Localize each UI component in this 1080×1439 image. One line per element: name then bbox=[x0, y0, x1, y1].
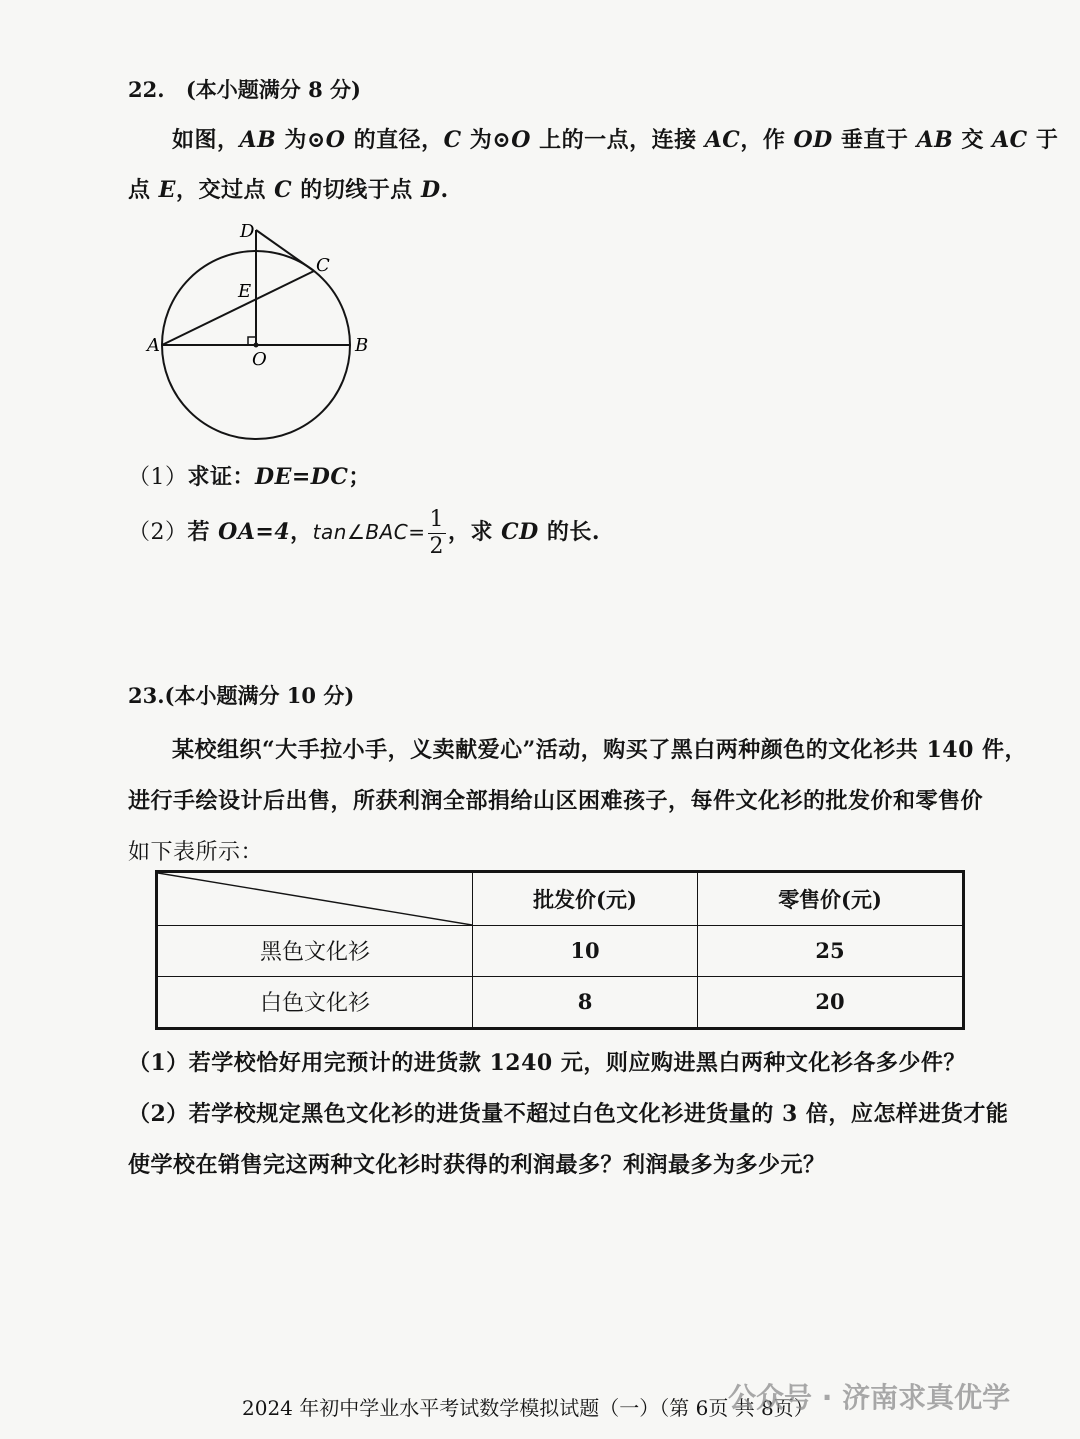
row-label-black: 黑色文化衫 bbox=[157, 926, 473, 977]
math-d: D bbox=[420, 177, 441, 203]
math-c: C bbox=[443, 127, 462, 153]
cell-black-retail: 25 bbox=[698, 926, 964, 977]
text: . bbox=[440, 177, 449, 203]
text: 为⊙ bbox=[276, 127, 326, 153]
text: ，求 bbox=[448, 519, 502, 545]
cell-white-retail: 20 bbox=[698, 976, 964, 1028]
table-corner-cell bbox=[157, 872, 473, 926]
cell-black-wholesale: 10 bbox=[473, 926, 698, 977]
watermark: 公众号 · 济南求真优学 bbox=[728, 1381, 1011, 1414]
q22-number: 22. bbox=[128, 77, 165, 102]
circle-geometry-figure bbox=[130, 215, 390, 465]
cell-white-wholesale: 8 bbox=[473, 976, 698, 1028]
table-row bbox=[157, 976, 964, 1028]
header-wholesale: 批发价(元) bbox=[473, 872, 698, 926]
text: ，作 bbox=[740, 127, 794, 153]
q22-statement-line2 bbox=[128, 173, 449, 204]
text: ； bbox=[348, 464, 371, 490]
table-row bbox=[157, 926, 964, 977]
text: ， bbox=[290, 519, 313, 545]
diagonal-line bbox=[158, 873, 472, 925]
label-c: C bbox=[316, 255, 330, 276]
q23-paragraph-line2: 进行手绘设计后出售，所获利润全部捐给山区困难孩子，每件文化衫的批发价和零售价 bbox=[128, 788, 984, 814]
q23-header bbox=[128, 680, 354, 710]
math-o: O bbox=[325, 127, 346, 153]
label-b: B bbox=[355, 335, 369, 356]
q23-part2-line1: （2）若学校规定黑色文化衫的进货量不超过白色文化衫进货量的 3 倍，应怎样进货才能 bbox=[128, 1101, 1009, 1127]
math-od: OD bbox=[793, 127, 833, 153]
price-table bbox=[155, 870, 965, 1030]
q22-header bbox=[128, 74, 361, 104]
label-a: A bbox=[147, 335, 160, 356]
text: 垂直于 bbox=[832, 127, 917, 153]
text: 为⊙ bbox=[461, 127, 512, 153]
q23-number: 23. bbox=[128, 683, 165, 708]
text: 的直径， bbox=[345, 127, 444, 153]
q23-paragraph-line3: 如下表所示： bbox=[128, 840, 264, 865]
text: 的切线于点 bbox=[292, 177, 421, 203]
q23-part2-line2: 使学校在销售完这两种文化衫时获得的利润最多？利润最多为多少元？ bbox=[128, 1152, 826, 1178]
q22-part2 bbox=[128, 502, 600, 563]
math-tan-bac: tan∠BAC= bbox=[312, 520, 426, 544]
q22-score-note: (本小题满分 8 分) bbox=[185, 77, 361, 102]
math-c: C bbox=[274, 177, 293, 203]
q22-statement-line1 bbox=[172, 123, 1058, 154]
math-e: E bbox=[158, 177, 176, 203]
text: 上的一点，连接 bbox=[530, 127, 705, 153]
part-number: （1） bbox=[128, 465, 188, 490]
math-ac: AC bbox=[992, 127, 1028, 153]
table-header-row bbox=[157, 872, 964, 926]
q23-part1: （1）若学校恰好用完预计的进货款 1240 元，则应购进黑白两种文化衫各多少件？ bbox=[128, 1050, 966, 1076]
math-ac: AC bbox=[704, 127, 741, 153]
page-footer: 2024 年初中学业水平考试数学模拟试题（一）（第 6页 共 8页） bbox=[242, 1396, 814, 1420]
label-d: D bbox=[240, 221, 255, 242]
math-o: O bbox=[511, 127, 531, 153]
math-ab: AB bbox=[916, 127, 954, 153]
math-oa: OA=4 bbox=[218, 519, 291, 545]
fraction-one-half bbox=[428, 507, 447, 560]
row-label-white: 白色文化衫 bbox=[157, 976, 473, 1028]
label-e: E bbox=[238, 281, 252, 302]
text: 如图， bbox=[172, 127, 240, 153]
math-ab: AB bbox=[239, 127, 277, 153]
text: 的长. bbox=[538, 519, 601, 545]
fraction-numerator: 1 bbox=[429, 506, 444, 532]
text: 点 bbox=[128, 177, 159, 203]
q22-part1 bbox=[128, 460, 371, 491]
text: ，交过点 bbox=[175, 177, 275, 203]
math-cd: CD bbox=[501, 519, 539, 545]
header-retail: 零售价(元) bbox=[698, 872, 964, 926]
text: 求证： bbox=[187, 464, 256, 490]
fraction-denominator: 2 bbox=[429, 533, 444, 559]
math-de-dc: DE=DC bbox=[255, 464, 349, 490]
q23-paragraph-line1: 某校组织“大手拉小手，义卖献爱心”活动，购买了黑白两种颜色的文化衫共 140 件， bbox=[172, 737, 1028, 763]
text: 于 bbox=[1027, 127, 1059, 153]
label-o: O bbox=[252, 349, 267, 370]
center-point bbox=[254, 343, 259, 348]
text: 交 bbox=[953, 127, 993, 153]
text: 若 bbox=[187, 519, 219, 545]
part-number: （2） bbox=[128, 520, 188, 545]
q23-score-note: (本小题满分 10 分) bbox=[164, 683, 355, 708]
